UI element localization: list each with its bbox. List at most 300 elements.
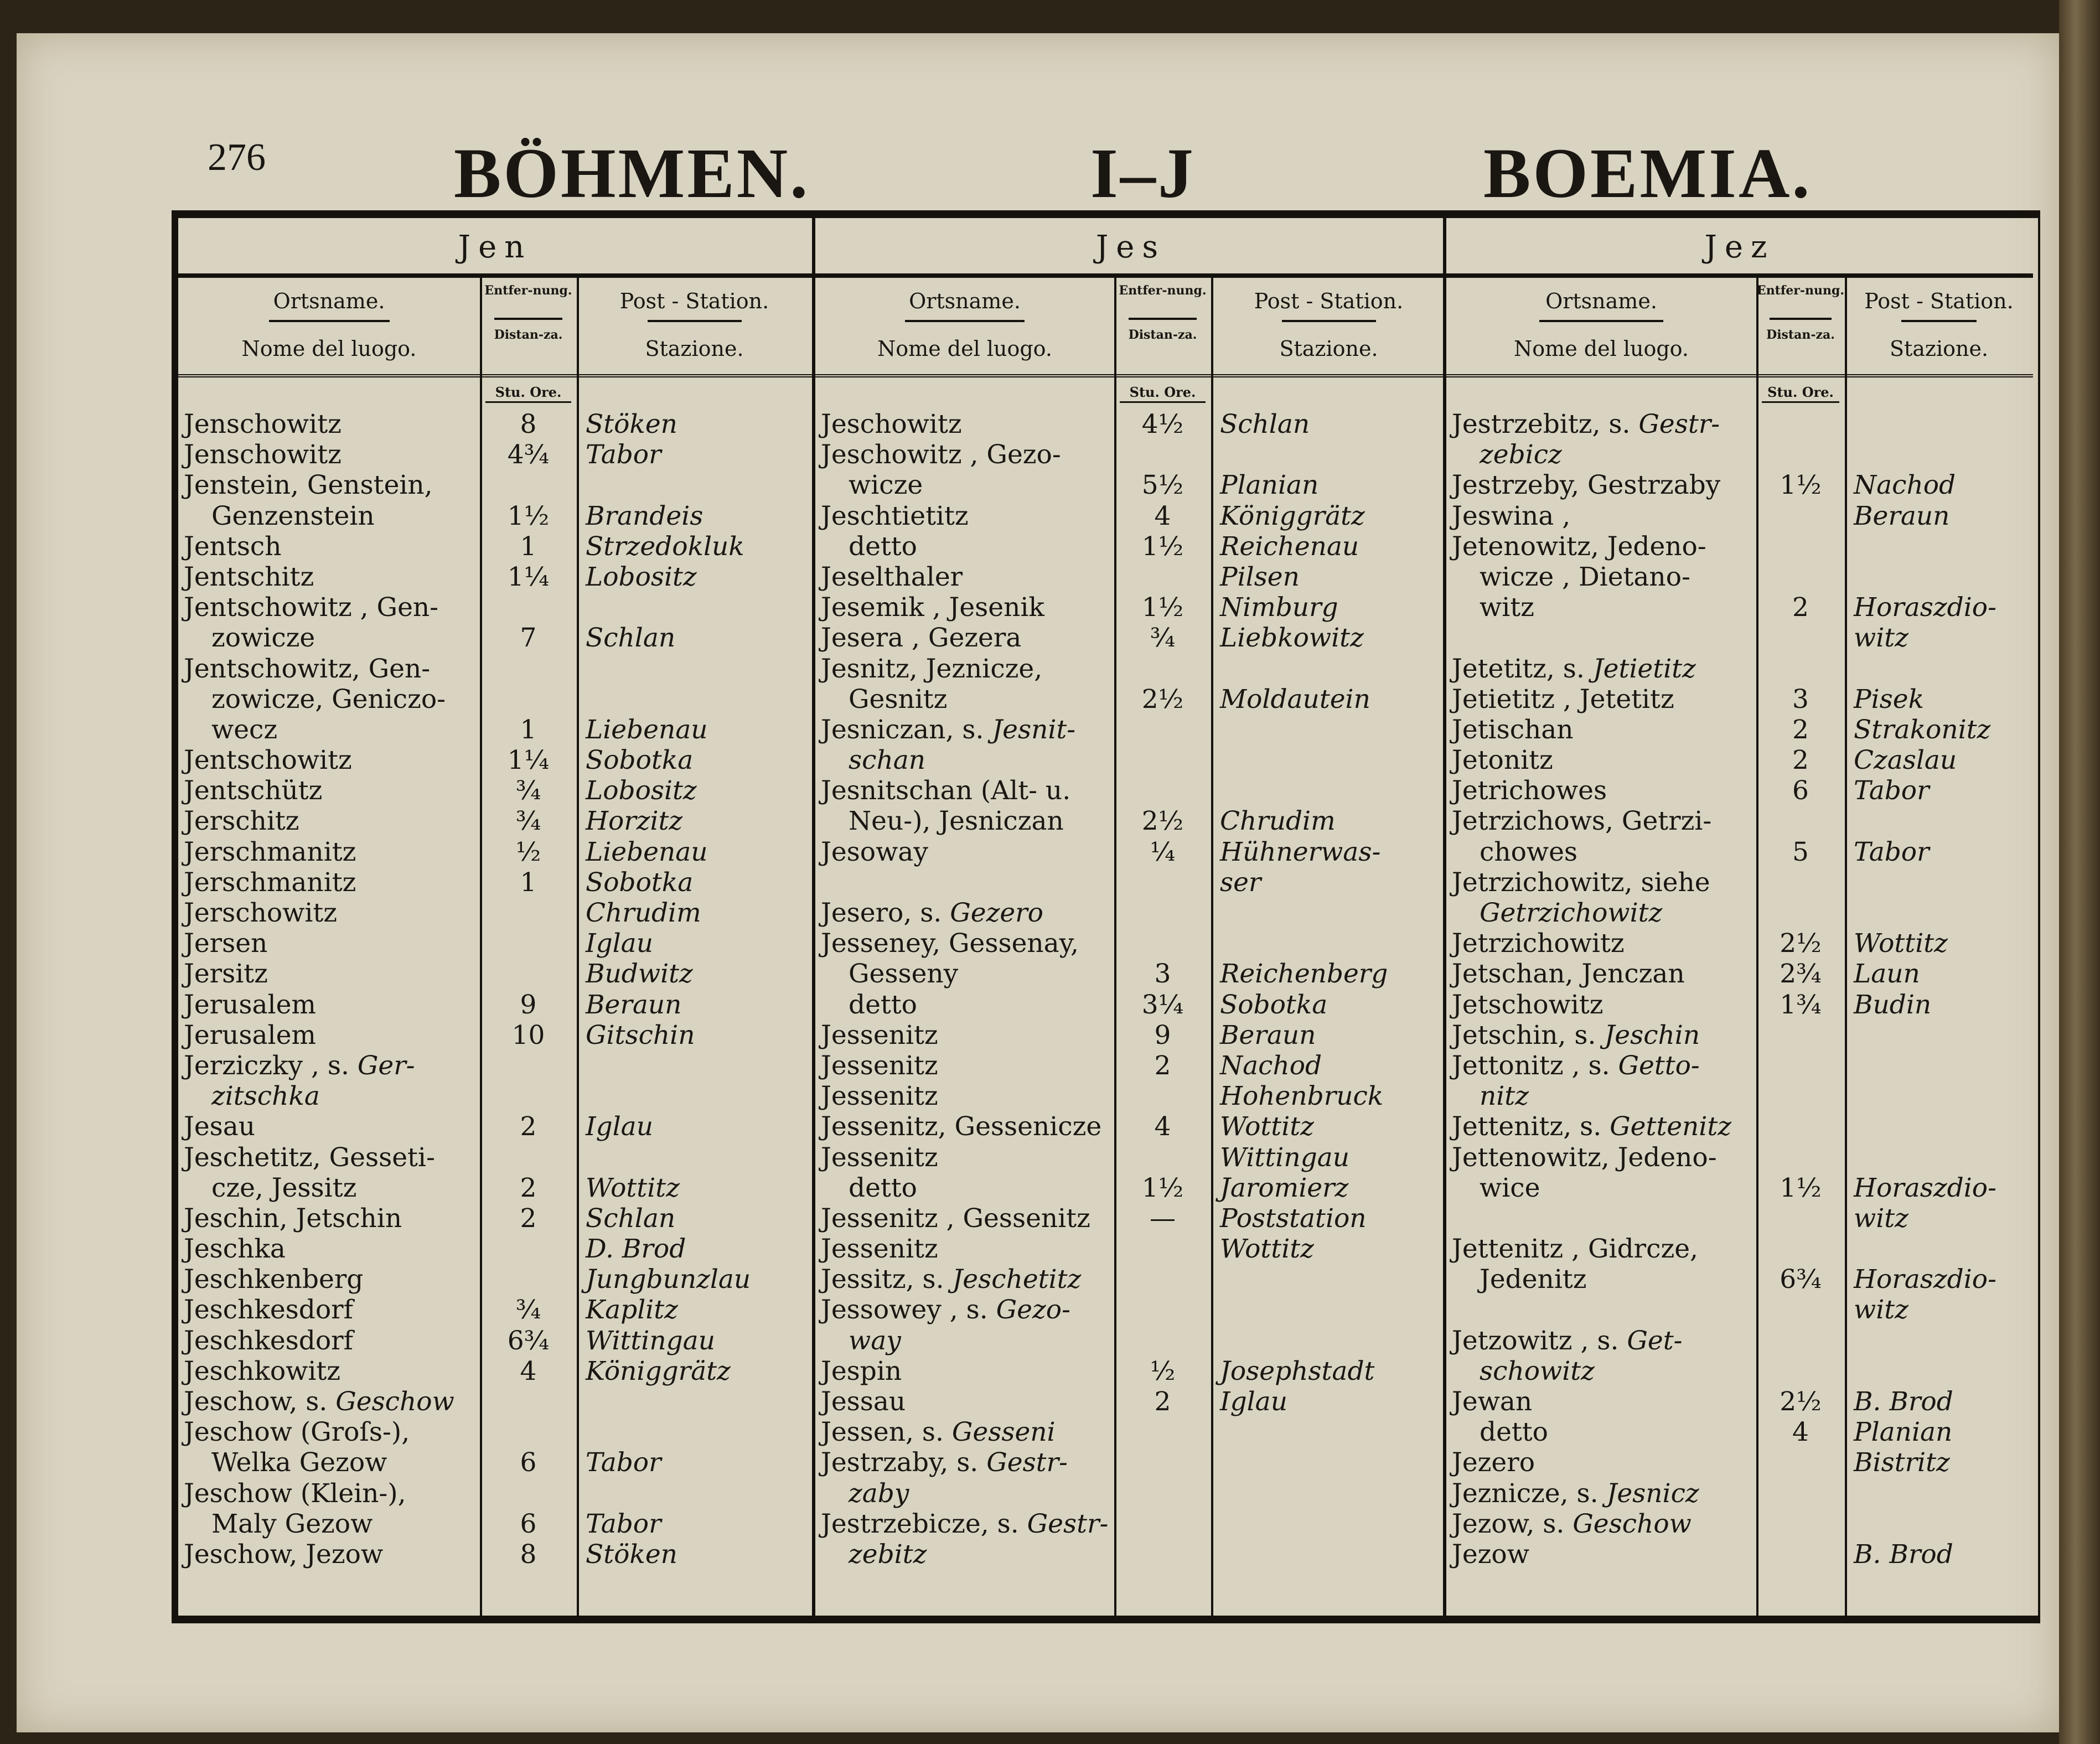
place-name: Jetetitz, s. Jetietitz xyxy=(1452,653,1696,684)
table-row xyxy=(1446,1447,2033,1478)
place-name: Jerschmanitz xyxy=(184,867,356,898)
place-name: Jetrzichows, Getrzi- xyxy=(1452,806,1712,837)
place-name: Jersitz xyxy=(184,959,268,990)
table-row xyxy=(815,592,1446,623)
distance: 1½ xyxy=(1141,592,1184,623)
header-rule xyxy=(905,320,1025,322)
post-station: Planian xyxy=(1854,1417,1953,1448)
cross-reference: Gezo- xyxy=(996,1295,1070,1326)
place-name: Jerusalem xyxy=(184,989,316,1020)
place-name: zebitz xyxy=(849,1539,927,1570)
distance: ¾ xyxy=(515,806,541,837)
distance: 1½ xyxy=(1780,470,1822,501)
table-row xyxy=(1446,439,2033,470)
table-row xyxy=(178,531,812,562)
table-row xyxy=(178,1295,812,1325)
distance: 8 xyxy=(520,1539,537,1570)
table-row xyxy=(1446,1264,2033,1295)
page-number: 276 xyxy=(208,136,266,179)
unit-label: Stu. Ore. xyxy=(1120,384,1206,403)
table-row xyxy=(1446,837,2033,867)
table-row xyxy=(815,1234,1446,1264)
table-row xyxy=(815,1050,1446,1081)
place-name: Jesemik , Jesenik xyxy=(821,592,1044,623)
place-name: Jerschmanitz xyxy=(184,836,356,867)
table-row xyxy=(815,1478,1446,1509)
cross-reference: Gestr- xyxy=(1638,409,1720,439)
place-name: cze, Jessitz xyxy=(211,1172,357,1203)
distance: 2½ xyxy=(1141,684,1184,715)
header-name xyxy=(1446,278,1756,371)
distance: 2 xyxy=(1792,745,1809,776)
table-row xyxy=(178,1539,812,1570)
distance: 2½ xyxy=(1780,1386,1822,1417)
table-row xyxy=(178,562,812,592)
place-name: Jesau xyxy=(184,1111,256,1142)
table-row xyxy=(178,623,812,653)
table-row xyxy=(815,470,1446,500)
table-row xyxy=(1446,1173,2033,1203)
place-name: Jeschow, Jezow xyxy=(184,1539,384,1570)
place-name: Jentschowitz xyxy=(184,745,352,776)
table-row xyxy=(178,1234,812,1264)
cross-reference: Jesnicz xyxy=(1606,1478,1699,1509)
table-row xyxy=(815,1111,1446,1142)
header-post-station-italian: Stazione. xyxy=(1279,337,1378,361)
place-name: wice xyxy=(1480,1172,1540,1203)
place-name: Jeschow (Klein-), xyxy=(184,1478,406,1509)
place-name: zebicz xyxy=(1480,439,1562,470)
distance: 1 xyxy=(520,714,537,745)
place-name: Jetschan, Jenczan xyxy=(1452,959,1685,990)
header-distance xyxy=(1756,278,1845,371)
gazetteer-table xyxy=(172,210,2040,1623)
place-name: Jesnitschan (Alt- u. xyxy=(821,775,1071,806)
section-jes xyxy=(812,218,1446,1616)
cross-reference: Gestr- xyxy=(1027,1508,1109,1539)
table-row xyxy=(815,1264,1446,1295)
table-row xyxy=(1446,898,2033,928)
place-name: Maly Gezow xyxy=(211,1508,373,1539)
cross-reference: Get- xyxy=(1627,1325,1683,1356)
table-row xyxy=(178,439,812,470)
post-station: witz xyxy=(1854,1295,1908,1326)
post-station: Tabor xyxy=(586,1447,661,1478)
place-name: Jezero xyxy=(1452,1447,1535,1478)
post-station: Stöken xyxy=(586,409,677,439)
table-row xyxy=(178,470,812,500)
place-name: Jestrzebitz, s. Gestr- xyxy=(1452,409,1720,439)
distance: 6 xyxy=(520,1508,537,1539)
header-italian: BOEMIA. xyxy=(1483,134,1812,213)
place-name: Jeschin, Jetschin xyxy=(184,1203,402,1234)
table-row xyxy=(178,1020,812,1050)
post-station: Iglau xyxy=(586,928,653,959)
table-row xyxy=(178,990,812,1020)
table-row xyxy=(1446,501,2033,531)
post-station: Liebenau xyxy=(586,836,708,867)
distance: 5 xyxy=(1792,836,1809,867)
post-station: witz xyxy=(1854,1203,1908,1234)
distance: 6 xyxy=(1792,775,1809,806)
place-name: Jessenitz , Gessenitz xyxy=(821,1203,1090,1234)
post-station: Lobositz xyxy=(586,561,697,592)
place-name: Jettenitz , Gidrcze, xyxy=(1452,1234,1698,1265)
distance: 3 xyxy=(1792,684,1809,715)
post-station: Iglau xyxy=(1220,1386,1287,1417)
place-name: Jesnitz, Jeznicze, xyxy=(821,653,1043,684)
distance: 2½ xyxy=(1780,928,1822,959)
table-row xyxy=(815,1142,1446,1173)
place-name: wicze xyxy=(849,470,923,501)
place-name: Jeschow, s. Geschow xyxy=(184,1386,454,1417)
post-station: Schlan xyxy=(586,623,676,654)
place-name: Jetrzichowitz, siehe xyxy=(1452,867,1710,898)
table-row xyxy=(815,928,1446,959)
distance: 6¾ xyxy=(1780,1264,1822,1295)
place-name: Getrzichowitz xyxy=(1480,898,1663,928)
place-name: Gesnitz xyxy=(849,684,948,715)
table-row xyxy=(815,1173,1446,1203)
distance: 1¼ xyxy=(507,561,550,592)
table-row xyxy=(1446,1234,2033,1264)
place-name: Jettenowitz, Jedeno- xyxy=(1452,1142,1717,1173)
post-station: Reichenau xyxy=(1220,531,1359,562)
place-name: Jetschowitz xyxy=(1452,989,1604,1020)
entry-list xyxy=(1446,409,2033,1570)
table-row xyxy=(1446,1111,2033,1142)
header-divider xyxy=(815,374,1446,377)
place-name: Jentschütz xyxy=(184,775,323,806)
book-gutter xyxy=(2059,0,2100,1744)
place-name: Jessen, s. Gesseni xyxy=(821,1417,1056,1448)
entry-list xyxy=(178,409,812,1570)
post-station: Czaslau xyxy=(1854,745,1957,776)
header-distance-italian: Distan-za. xyxy=(1128,328,1197,342)
distance: ¾ xyxy=(515,1295,541,1326)
table-row xyxy=(1446,1142,2033,1173)
table-row xyxy=(1446,1203,2033,1234)
place-name: nitz xyxy=(1480,1081,1529,1112)
table-row xyxy=(178,775,812,806)
post-station: ser xyxy=(1220,867,1261,898)
header-post-station-italian: Stazione. xyxy=(645,337,744,361)
post-station: Strzedokluk xyxy=(586,531,744,562)
place-name: Jeschtietitz xyxy=(821,500,969,531)
place-name: Jespin xyxy=(821,1355,902,1386)
post-station: Wittingau xyxy=(586,1325,715,1356)
place-name: Jeschow (Groſs-), xyxy=(184,1417,410,1448)
header-name-italian: Nome del luogo. xyxy=(1514,337,1689,361)
table-row xyxy=(815,1356,1446,1386)
distance: 5½ xyxy=(1141,470,1184,501)
distance: 2 xyxy=(520,1203,537,1234)
table-row xyxy=(178,1173,812,1203)
cross-reference: Jesnit- xyxy=(992,714,1076,745)
place-name: Jetrzichowitz xyxy=(1452,928,1625,959)
table-row xyxy=(178,1417,812,1447)
table-row xyxy=(815,837,1446,867)
header-distance xyxy=(480,278,577,371)
post-station: Reichenberg xyxy=(1220,959,1388,990)
place-name: Welka Gezow xyxy=(211,1447,387,1478)
header-name-german: Ortsname. xyxy=(1545,289,1657,313)
cross-reference: Getto- xyxy=(1618,1050,1700,1081)
table-row xyxy=(1446,684,2033,715)
table-row xyxy=(178,1142,812,1173)
table-row xyxy=(178,684,812,715)
place-name: Jettonitz , s. Getto- xyxy=(1452,1050,1700,1081)
header-distance-italian: Distan-za. xyxy=(1766,328,1835,342)
distance: 2 xyxy=(1154,1050,1171,1081)
distance: 2 xyxy=(1792,714,1809,745)
table-row xyxy=(815,1417,1446,1447)
post-station: Jaromierz xyxy=(1220,1172,1349,1203)
header-rule xyxy=(1129,318,1197,320)
table-row xyxy=(1446,470,2033,500)
post-station: Chrudim xyxy=(586,898,701,928)
place-name: Jessau xyxy=(821,1386,906,1417)
table-row xyxy=(815,806,1446,836)
table-row xyxy=(815,562,1446,592)
place-name: detto xyxy=(849,531,917,562)
place-name: Jessenitz, Gessenicze xyxy=(821,1111,1102,1142)
distance: 1¾ xyxy=(1780,989,1822,1020)
post-station: Wottitz xyxy=(1220,1111,1314,1142)
section-title: Jes xyxy=(815,229,1446,278)
distance: 2 xyxy=(520,1111,537,1142)
place-name: Jesera , Gezera xyxy=(821,623,1022,654)
place-name: Jesoway xyxy=(821,836,928,867)
header-rule xyxy=(269,320,390,322)
distance: ½ xyxy=(1150,1355,1176,1386)
table-row xyxy=(1446,592,2033,623)
post-station: Nachod xyxy=(1220,1050,1322,1081)
distance: 1½ xyxy=(1141,531,1184,562)
post-station: Hohenbruck xyxy=(1220,1081,1384,1112)
table-row xyxy=(178,1264,812,1295)
post-station: Beraun xyxy=(586,989,682,1020)
table-row xyxy=(815,1326,1446,1356)
place-name: Jezow, s. Geschow xyxy=(1452,1508,1692,1539)
table-row xyxy=(1446,1295,2033,1325)
table-row xyxy=(1446,531,2033,562)
post-station: Kaplitz xyxy=(586,1295,678,1326)
distance: ¾ xyxy=(1150,623,1176,654)
table-row xyxy=(178,1447,812,1478)
table-row xyxy=(815,623,1446,653)
unit-label: Stu. Ore. xyxy=(485,384,571,403)
table-row xyxy=(815,684,1446,715)
entry-list xyxy=(815,409,1446,1570)
post-station: Wittingau xyxy=(1220,1142,1349,1173)
distance: 4 xyxy=(1792,1417,1809,1448)
table-row xyxy=(178,806,812,836)
place-name: Jesniczan, s. Jesnit- xyxy=(821,714,1076,745)
distance: 1½ xyxy=(507,500,550,531)
place-name: Jedenitz xyxy=(1480,1264,1587,1295)
cross-reference: Gestr- xyxy=(986,1447,1068,1478)
post-station: B. Brod xyxy=(1854,1539,1953,1570)
table-row xyxy=(815,409,1446,439)
post-station: Planian xyxy=(1220,470,1319,501)
section-jen xyxy=(178,218,812,1616)
place-name: Jeschowitz , Gezo- xyxy=(821,439,1061,470)
table-row xyxy=(815,959,1446,989)
table-row xyxy=(178,867,812,898)
table-row xyxy=(815,745,1446,775)
table-row xyxy=(178,1386,812,1417)
distance: ¼ xyxy=(1150,836,1176,867)
place-name: Jessowey , s. Gezo- xyxy=(821,1295,1070,1326)
section-title: Jez xyxy=(1446,229,2033,278)
table-row xyxy=(178,1478,812,1509)
place-name: Jeswina , xyxy=(1452,500,1571,531)
place-name: witz xyxy=(1480,592,1534,623)
place-name: chowes xyxy=(1480,836,1578,867)
place-name: Jeschetitz, Gesseti- xyxy=(184,1142,435,1173)
distance: 4¾ xyxy=(507,439,550,470)
book-page xyxy=(17,33,2059,1732)
header-name xyxy=(815,278,1114,371)
table-row xyxy=(1446,959,2033,989)
place-name: Jeschkesdorf xyxy=(184,1325,354,1356)
place-name: Jessenitz xyxy=(821,1142,938,1173)
place-name: Jenschowitz xyxy=(184,409,342,439)
header-name-german: Ortsname. xyxy=(909,289,1021,313)
post-station: Beraun xyxy=(1220,1020,1316,1050)
table-row xyxy=(178,1050,812,1081)
place-name: Jeschkowitz xyxy=(184,1355,341,1386)
distance: ½ xyxy=(515,836,541,867)
post-station: Poststation xyxy=(1220,1203,1367,1234)
post-station: Gitschin xyxy=(586,1020,695,1050)
header-post-station-german: Post - Station. xyxy=(1864,289,2014,313)
place-name: Jesseney, Gessenay, xyxy=(821,928,1079,959)
table-row xyxy=(815,1295,1446,1325)
table-row xyxy=(1446,990,2033,1020)
post-station: B. Brod xyxy=(1854,1386,1953,1417)
place-name: zowicze, Geniczo- xyxy=(211,684,446,715)
place-name: Jessenitz xyxy=(821,1050,938,1081)
place-name: schan xyxy=(849,745,926,776)
header-post-station xyxy=(1845,278,2033,371)
header-distance-italian: Distan-za. xyxy=(494,328,563,342)
post-station: Budwitz xyxy=(586,959,693,990)
distance: 4½ xyxy=(1141,409,1184,439)
place-name: detto xyxy=(849,1172,917,1203)
cross-reference: Jeschin xyxy=(1604,1020,1700,1050)
table-row xyxy=(178,1326,812,1356)
table-row xyxy=(1446,715,2033,745)
table-row xyxy=(1446,562,2033,592)
place-name: Jenschowitz xyxy=(184,439,342,470)
place-name: way xyxy=(849,1325,901,1356)
cross-reference: Geschow xyxy=(1573,1508,1692,1539)
place-name: Jeschka xyxy=(184,1234,286,1265)
post-station: Horaszdio- xyxy=(1854,1264,1996,1295)
header-distance-german: Entfer-nung. xyxy=(484,283,572,298)
post-station: Pilsen xyxy=(1220,561,1300,592)
header-distance xyxy=(1114,278,1211,371)
place-name: Jestrzeby, Gestrzaby xyxy=(1452,470,1721,501)
post-station: Königgrätz xyxy=(1220,500,1365,531)
table-row xyxy=(815,1203,1446,1234)
post-station: Jungbunzlau xyxy=(586,1264,751,1295)
place-name: Jeschkenberg xyxy=(184,1264,364,1295)
table-row xyxy=(178,715,812,745)
table-row xyxy=(178,654,812,684)
place-name: schowitz xyxy=(1480,1355,1595,1386)
place-name: Jewan xyxy=(1452,1386,1533,1417)
table-row xyxy=(1446,1356,2033,1386)
section-jez xyxy=(1443,218,2033,1616)
table-row xyxy=(1446,745,2033,775)
post-station: Horaszdio- xyxy=(1854,592,1996,623)
distance: — xyxy=(1150,1203,1176,1234)
header-letters: I–J xyxy=(1090,134,1196,213)
header-post-station-italian: Stazione. xyxy=(1889,337,1989,361)
cross-reference: Gettenitz xyxy=(1610,1111,1731,1142)
post-station: Moldautein xyxy=(1220,684,1370,715)
post-station: Nachod xyxy=(1854,470,1956,501)
table-row xyxy=(1446,1509,2033,1539)
table-row xyxy=(178,592,812,623)
table-row xyxy=(815,990,1446,1020)
header-rule xyxy=(648,320,742,322)
place-name: Jeschowitz xyxy=(821,409,962,439)
place-name: Jetzowitz , s. Get- xyxy=(1452,1325,1683,1356)
table-row xyxy=(815,775,1446,806)
distance: 4 xyxy=(1154,1111,1171,1142)
table-row xyxy=(815,501,1446,531)
table-row xyxy=(178,1509,812,1539)
post-station: Tabor xyxy=(586,1508,661,1539)
post-station: Wottitz xyxy=(586,1172,680,1203)
distance: 2½ xyxy=(1141,806,1184,837)
distance: 8 xyxy=(520,409,537,439)
place-name: Jetietitz , Jetetitz xyxy=(1452,684,1674,715)
header-post-station xyxy=(577,278,812,371)
place-name: wicze , Dietano- xyxy=(1480,561,1690,592)
place-name: zaby xyxy=(849,1478,909,1509)
cross-reference: Ger- xyxy=(357,1050,415,1081)
post-station: Sobotka xyxy=(1220,989,1328,1020)
table-row xyxy=(178,1081,812,1111)
place-name: Jettenitz, s. Gettenitz xyxy=(1452,1111,1731,1142)
distance: 2 xyxy=(520,1172,537,1203)
cross-reference: Jeschetitz xyxy=(952,1264,1082,1295)
header-post-station xyxy=(1211,278,1446,371)
post-station: Josephstadt xyxy=(1220,1355,1375,1386)
place-name: Genzenstein xyxy=(211,500,375,531)
table-row xyxy=(1446,1020,2033,1050)
post-station: Lobositz xyxy=(586,775,697,806)
place-name: Jessenitz xyxy=(821,1234,938,1265)
post-station: Brandeis xyxy=(586,500,704,531)
post-station: Sobotka xyxy=(586,745,694,776)
place-name: Jetonitz xyxy=(1452,745,1553,776)
header-rule xyxy=(1282,320,1376,322)
table-row xyxy=(1446,654,2033,684)
table-row xyxy=(178,745,812,775)
distance: 9 xyxy=(520,989,537,1020)
table-row xyxy=(1446,1326,2033,1356)
distance: 6 xyxy=(520,1447,537,1478)
table-row xyxy=(178,837,812,867)
place-name: wecz xyxy=(211,714,278,745)
table-row xyxy=(1446,1081,2033,1111)
